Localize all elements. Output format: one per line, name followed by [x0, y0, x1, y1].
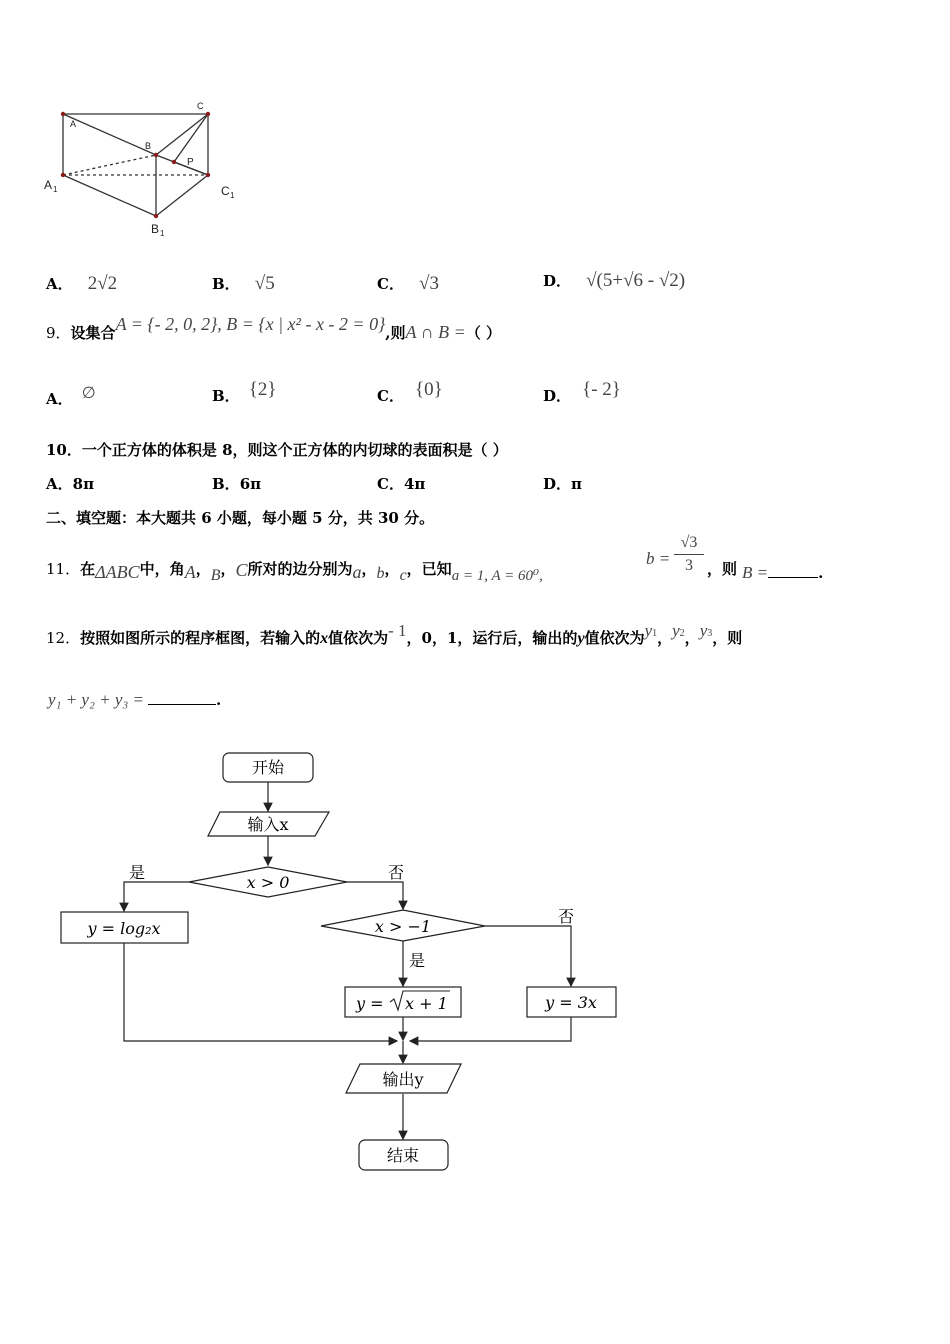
q10-option-d[interactable]: D．π — [543, 475, 582, 493]
q11-answer: B = . — [742, 563, 824, 582]
question-10: 10．一个正方体的体积是 8，则这个正方体的内切球的表面积是（ ） — [46, 441, 508, 459]
q8-option-d[interactable]: D． √(5+√6 - √2) — [543, 270, 686, 291]
q11-b-fraction: √3 3 — [674, 532, 704, 577]
svg-text:x > −1: x > −1 — [374, 917, 432, 936]
svg-text:y = 3x: y = 3x — [545, 993, 597, 1012]
q8-option-b[interactable]: B． √5 — [212, 273, 275, 294]
q12-answer: y₁ + y₂ + y₃ = . — [48, 690, 222, 709]
q12-blank[interactable] — [148, 704, 216, 705]
flow-no-2: 否 — [557, 907, 575, 926]
q11-blank[interactable] — [768, 577, 818, 578]
label-A: A — [70, 119, 77, 129]
q9-set-b: , B = {x | x² - x - 2 = 0} — [217, 314, 386, 334]
q8-option-c-expr: √3 — [419, 273, 439, 294]
label-A1: A — [44, 178, 53, 192]
q10-option-b[interactable]: B．6π — [212, 475, 262, 493]
svg-text:x + 1: x + 1 — [405, 994, 448, 1013]
flow-no-1: 否 — [387, 863, 405, 882]
q9-option-b[interactable]: B． {2} — [212, 379, 277, 405]
label-B1: B — [151, 222, 160, 236]
svg-text:y = log₂x: y = log₂x — [87, 919, 161, 938]
q9-expr: A ∩ B = — [405, 322, 466, 342]
question-12: 12．按照如图所示的程序框图，若输入的x值依次为- 1，0，1，运行后，输出的y值依次为y1，y2，y3，则 — [46, 621, 743, 647]
svg-text:结束: 结束 — [386, 1146, 420, 1165]
flow-yes-2: 是 — [408, 951, 426, 970]
flow-yes-1: 是 — [128, 863, 146, 882]
q8-option-c[interactable]: C． √3 — [377, 273, 439, 294]
svg-text:x > 0: x > 0 — [246, 873, 290, 892]
svg-text:输出y: 输出y — [382, 1070, 424, 1089]
q10-option-a[interactable]: A．8π — [46, 475, 95, 493]
label-C1: C — [221, 184, 230, 198]
svg-text:开始: 开始 — [251, 758, 285, 777]
section-2-heading: 二、填空题：本大题共 6 小题，每小题 5 分，共 30 分。 — [46, 509, 435, 527]
q9-option-a[interactable]: A． ∅ — [46, 385, 96, 408]
q8-option-a[interactable]: A． 2√2 — [46, 273, 118, 294]
q10-option-c[interactable]: C．4π — [377, 475, 426, 493]
svg-text:输入x: 输入x — [247, 815, 289, 834]
q8-option-b-expr: √5 — [254, 273, 275, 294]
svg-text:1: 1 — [53, 185, 58, 194]
prism-figure — [40, 95, 250, 245]
label-C: C — [197, 101, 204, 111]
label-P: P — [187, 157, 194, 168]
flowchart — [0, 740, 700, 1190]
q9-option-d[interactable]: D． {- 2} — [543, 379, 621, 405]
label-B: B — [145, 141, 152, 151]
q9-set-a: A = {- 2, 0, 2} — [115, 314, 218, 334]
q8-option-d-expr: √(5+√6 - √2) — [586, 270, 686, 291]
q11-b-eq: b = — [646, 549, 671, 568]
q11-condition: a = 1, A = 60⁰, — [451, 568, 543, 584]
svg-text:y =: y = — [356, 994, 384, 1013]
q8-option-a-expr: 2√2 — [87, 273, 118, 294]
svg-text:1: 1 — [230, 191, 235, 200]
svg-text:1: 1 — [160, 229, 165, 238]
question-9: 9．设集合A = {- 2, 0, 2}, B = {x | x² - x - 2 = 0},则A ∩ B =（ ） — [46, 314, 502, 342]
question-11: 11．在ΔABC中，角A，B，C所对的边分别为a，b，c，已知a = 1, A = 60⁰, — [46, 560, 543, 584]
q9-option-c[interactable]: C． {0} — [377, 379, 443, 405]
